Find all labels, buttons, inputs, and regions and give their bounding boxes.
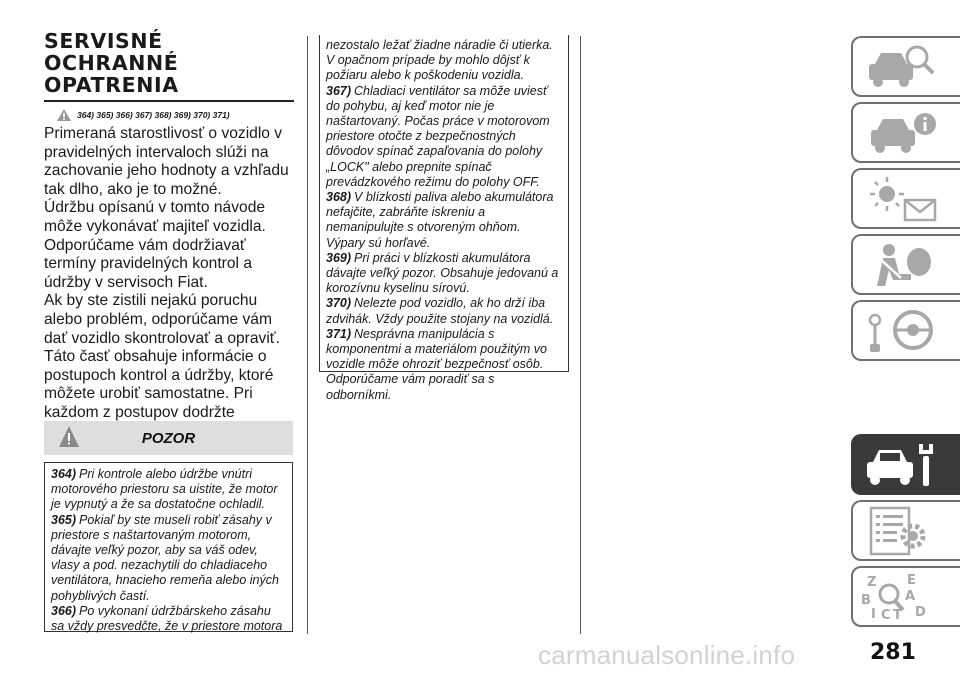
index-letter: A: [905, 589, 916, 604]
note-number: 366): [51, 603, 77, 618]
note-number: 371): [326, 326, 352, 341]
warning-references: [56, 108, 294, 122]
note-item: [326, 84, 562, 190]
index-letter: E: [907, 573, 916, 588]
index-letter: Z: [867, 575, 877, 590]
paragraph: Ak by ste zistili nejakú poruchu alebo problém, odporúčame vám dať vozidlo skontrolovať a opraviť. Táto časť obsahuje informácie o postupoch kontrol a údržby, ktoré môžete urobiť samostatne. Pri každom z postupov dodržte: [44, 292, 280, 421]
note-item: [51, 604, 286, 634]
references-text: 364) 365) 366) 367) 368) 369) 370) 371): [77, 110, 230, 120]
paragraph: Údržbu opísanú v tomto návode môže vykonávať majiteľ vozidla.: [44, 199, 266, 235]
note-item: [326, 190, 562, 251]
index-letter: I: [871, 607, 876, 622]
note-item: [326, 296, 562, 326]
tab-safety[interactable]: [851, 234, 960, 295]
tab-car-info[interactable]: [851, 102, 960, 163]
column-divider: [307, 36, 308, 634]
tab-technical-data[interactable]: [851, 500, 960, 561]
note-item: [326, 251, 562, 297]
warning-notes-left: [44, 462, 293, 632]
tab-warning-lights[interactable]: [851, 168, 960, 229]
body-text: [44, 125, 294, 441]
warning-header: [44, 421, 293, 455]
note-text: Pri práci v blízkosti akumulátora dávajte veľký pozor. Obsahuje jedovanú a korozívnu kyselinu sírovú.: [326, 250, 559, 296]
index-letter: C: [881, 608, 891, 622]
note-text: Chladiaci ventilátor sa môže uviesť do pohybu, aj keď motor nie je naštartovaný. Počas práce v motorovom priestore otočte z bezpečnostných dôvodov spínač zapaľovania do polohy „LOCK" alebo prepnite spínač prevádzkového režimu do polohy OFF.: [326, 83, 550, 189]
index-letter: T: [893, 608, 902, 622]
checklist-gear-icon: [859, 506, 949, 556]
note-item: [51, 513, 286, 604]
note-number: 368): [326, 190, 352, 205]
car-search-icon: [859, 42, 949, 92]
tab-maintenance-active[interactable]: [851, 434, 960, 495]
note-number: 364): [51, 467, 77, 481]
warning-lights-icon: [859, 174, 949, 224]
safety-airbag-icon: [859, 240, 949, 290]
tab-starting-driving[interactable]: [851, 300, 960, 361]
warning-triangle-icon: [56, 108, 72, 122]
note-text: Po vykonaní údržbárskeho zásahu sa vždy presvedčte, že v priestore motora: [51, 603, 283, 634]
left-column: [44, 30, 294, 441]
warning-notes-right: [319, 35, 569, 402]
note-text: V blízkosti paliva alebo akumulátora nefajčite, zabráňte iskreniu a nemanipulujte s otvoreným ohňom. Výpary sú horľavé.: [326, 190, 554, 250]
page-title: [44, 30, 294, 96]
warning-label: POZOR: [141, 430, 196, 447]
paragraph: Primeraná starostlivosť o vozidlo v pravidelných intervaloch slúži na zachovanie jeho hodnoty a vzhľadu tak dlho, ako je to možné.: [44, 125, 289, 198]
paragraph: Odporúčame vám dodržiavať termíny pravidelných kontrol a údržby v servisoch Fiat.: [44, 236, 253, 291]
note-text: nezostalo ležať žiadne náradie či utierka. V opačnom prípade by mohlo dôjsť k požiaru alebo k poškodeniu vozidla.: [326, 38, 553, 83]
note-item: [51, 467, 286, 513]
steering-wheel-key-icon: [859, 306, 949, 356]
note-item: [326, 327, 562, 403]
note-number: 367): [326, 83, 352, 98]
note-text: Nesprávna manipulácia s komponentmi a materiálom použitým vo vozidle môže ohroziť bezpečnosť osôb. Odporúčame vám poradiť sa s odborníkmi.: [326, 326, 547, 402]
title-line-1: SERVISNÉ: [44, 29, 163, 53]
page-number: 281: [870, 640, 916, 665]
watermark: carmanualsonline.info: [538, 640, 796, 670]
note-number: 369): [326, 250, 352, 265]
title-line-3: OPATRENIA: [44, 73, 179, 97]
note-text: Pri kontrole alebo údržbe vnútri motorového priestoru sa uistite, že motor je vypnutý a že sa dostatočne ochladil.: [51, 467, 278, 512]
note-item: [326, 38, 562, 84]
column-divider: [580, 36, 581, 634]
title-line-2: OCHRANNÉ: [44, 51, 179, 75]
note-number: 370): [326, 296, 352, 311]
note-number: 365): [51, 512, 77, 527]
index-letter: B: [861, 593, 871, 608]
note-text: Nelezte pod vozidlo, ak ho drží iba zdvihák. Vždy použite stojany na vozidlá.: [326, 296, 554, 326]
alphabet-index-icon: [859, 572, 949, 622]
car-info-icon: [859, 108, 949, 158]
note-text: Pokiaľ by ste museli robiť zásahy v priestore s naštartovaným motorom, dávajte veľký pozor, aby sa váš odev, vlasy a pod. nezachytili do chladiaceho ventilátora, hnacieho remeňa alebo iných pohyblivých častí.: [51, 512, 279, 603]
car-wrench-icon: [859, 440, 949, 490]
tab-car-search[interactable]: [851, 36, 960, 97]
tab-index[interactable]: [851, 566, 960, 627]
index-letter: D: [915, 605, 926, 620]
title-rule: [44, 100, 294, 102]
